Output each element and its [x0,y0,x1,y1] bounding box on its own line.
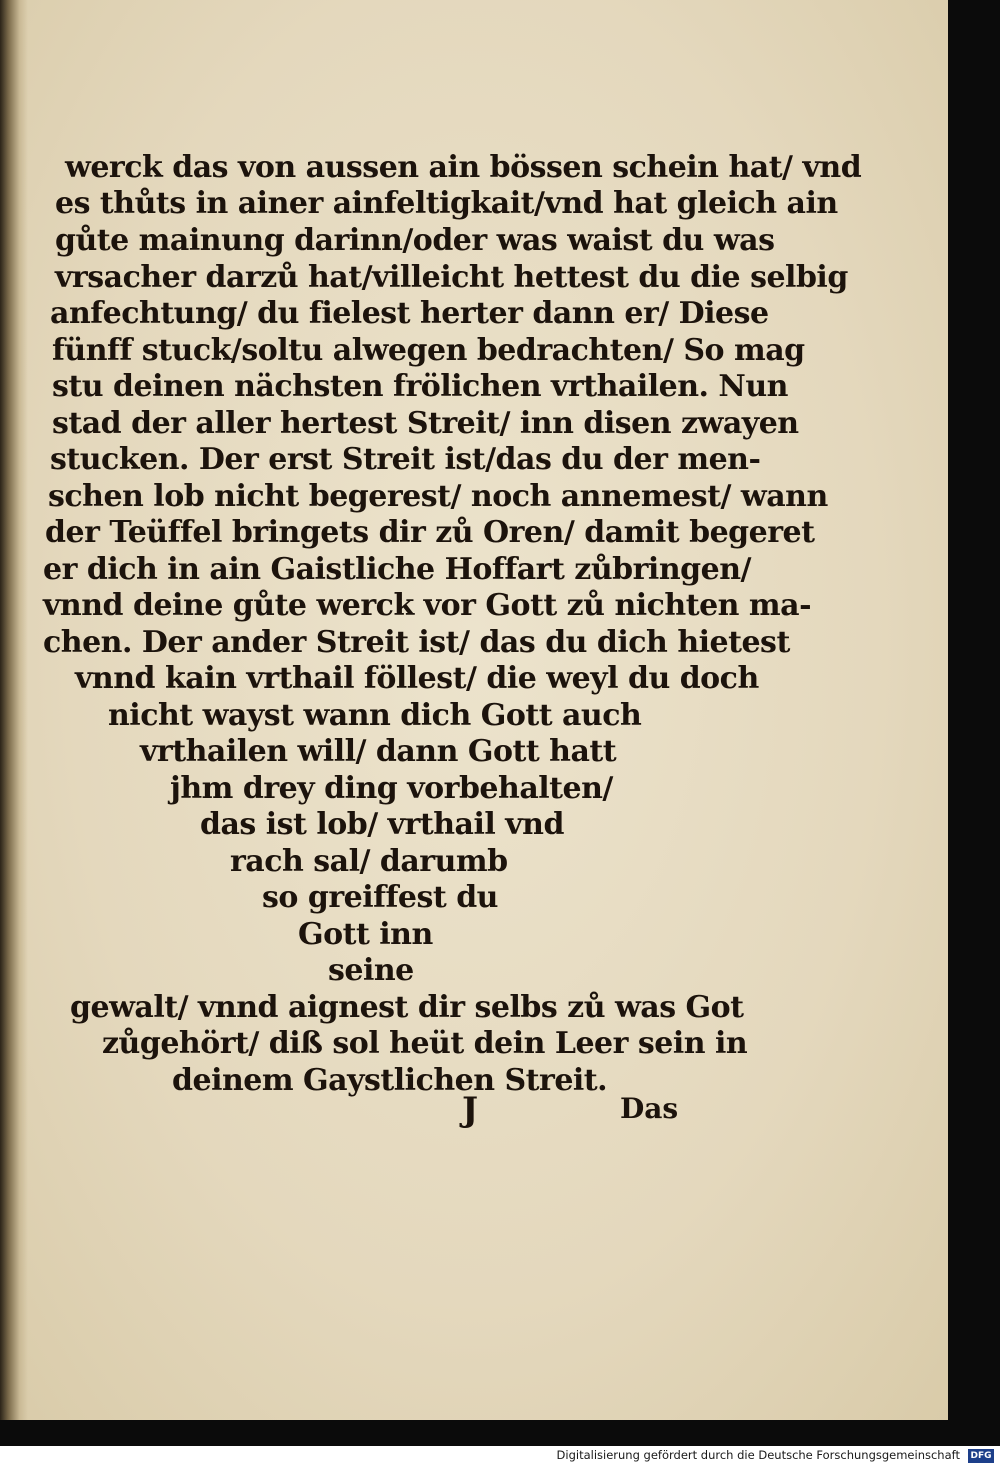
text-line: so greiffest du [262,880,498,915]
text-line: rach sal/ darumb [230,844,508,879]
text-line: es thůts in ainer ainfeltigkait/vnd hat gleich ain [55,186,838,221]
text-line: vrthailen will/ dann Gott hatt [140,734,617,769]
text-line: seine [328,953,414,988]
digitization-credit: Digitalisierung gefördert durch die Deutsche Forschungsgemeinschaft [556,1448,960,1462]
footer-bar [0,1446,1000,1466]
text-line: das ist lob/ vrthail vnd [200,807,564,842]
text-line: werck das von aussen ain bössen schein hat/ vnd [65,150,862,185]
text-line: schen lob nicht begerest/ noch annemest/ wann [48,479,828,514]
text-line: Gott inn [298,917,433,952]
text-line: stucken. Der erst Streit ist/das du der men- [50,442,761,477]
text-line: jhm drey ding vorbehalten/ [170,771,613,806]
text-line: zůgehört/ diß sol heüt dein Leer sein in [102,1026,748,1061]
signature-mark: J [462,1090,479,1130]
text-line: vnnd kain vrthail föllest/ die weyl du doch [75,661,759,696]
text-line: chen. Der ander Streit ist/ das du dich hietest [43,625,790,660]
text-line: vnnd deine gůte werck vor Gott zů nichten ma- [43,588,812,623]
text-line: anfechtung/ du fielest herter dann er/ Diese [50,296,769,331]
page-binding-edge [0,0,28,1420]
text-line: er dich in ain Gaistliche Hoffart zůbringen/ [43,552,751,587]
text-line: vrsacher darzů hat/villeicht hettest du die selbig [55,260,848,295]
dfg-logo-icon: DFG [968,1449,994,1463]
text-line: gewalt/ vnnd aignest dir selbs zů was Got [70,990,744,1025]
text-line: nicht wayst wann dich Gott auch [108,698,642,733]
text-line: der Teüffel bringets dir zů Oren/ damit begeret [45,515,815,550]
catchword: Das [620,1092,679,1125]
text-line: stu deinen nächsten frölichen vrthailen. Nun [52,369,788,404]
text-line: deinem Gaystlichen Streit. [172,1063,608,1098]
text-line: gůte mainung darinn/oder was waist du was [55,223,775,258]
text-line: fünff stuck/soltu alwegen bedrachten/ So mag [52,333,805,368]
text-line: stad der aller hertest Streit/ inn disen zwayen [52,406,799,441]
